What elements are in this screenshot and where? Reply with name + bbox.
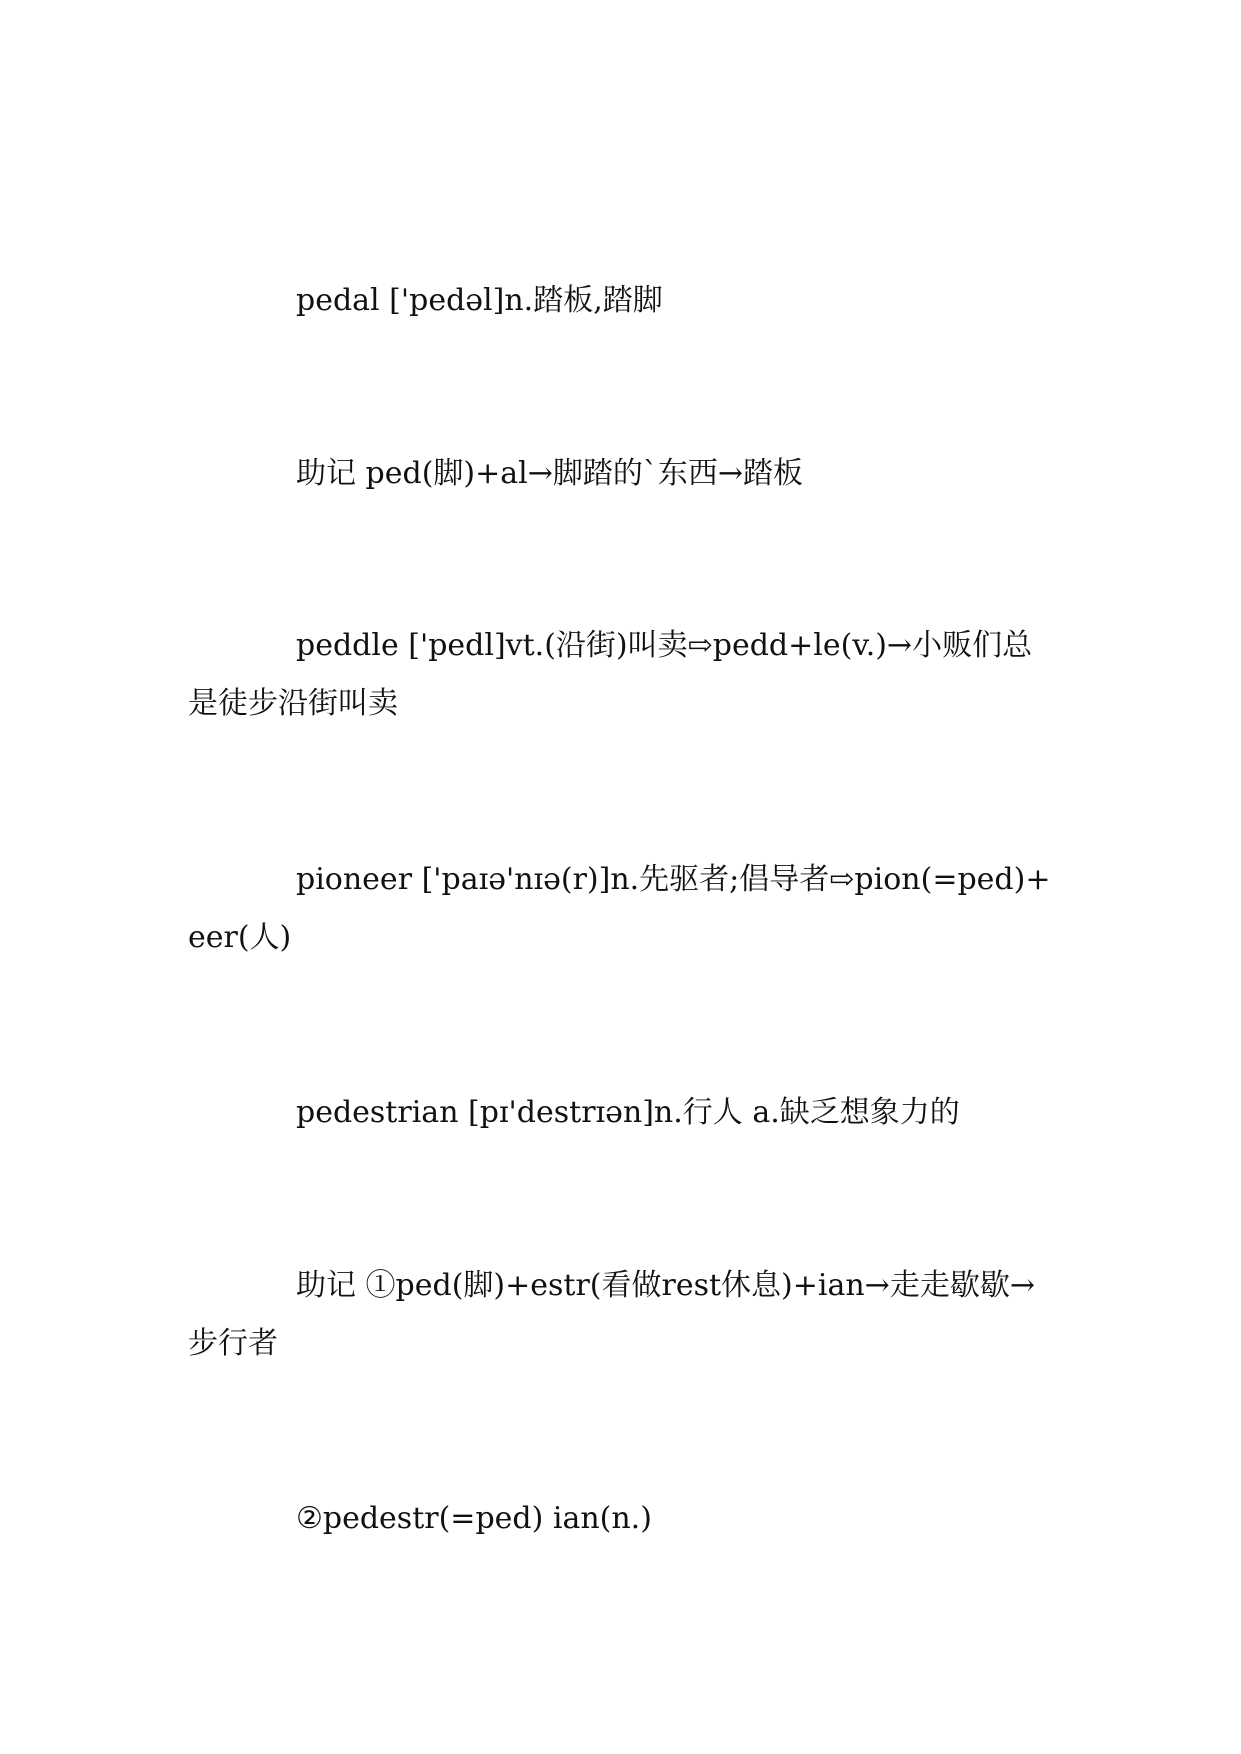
paragraph-peddle-definition: peddle ['pedl]vt.(沿街)叫卖⇨pedd+le(v.)→小贩们总是徒步沿街叫卖 xyxy=(188,628,1033,721)
paragraph-pedal-mnemonic: 助记 ped(脚)+al→脚踏的`东西→踏板 xyxy=(296,456,803,491)
paragraph-pedestrian-definition: pedestrian [pɪ'destrɪən]n.行人 a.缺乏想象力的 xyxy=(296,1095,960,1130)
paragraph-pedestrian-mnemonic-2: ②pedestr(=ped) ian(n.) xyxy=(296,1501,652,1536)
paragraph-pioneer-definition: pioneer ['paɪə'nɪə(r)]n.先驱者;倡导者⇨pion(=ped)+eer(人) xyxy=(188,862,1051,955)
paragraph-pedestrian-mnemonic-1: 助记 ①ped(脚)+estr(看做rest休息)+ian→走走歇歇→步行者 xyxy=(188,1268,1035,1361)
paragraph-pedal-definition: pedal ['pedəl]n.踏板,踏脚 xyxy=(296,283,663,318)
